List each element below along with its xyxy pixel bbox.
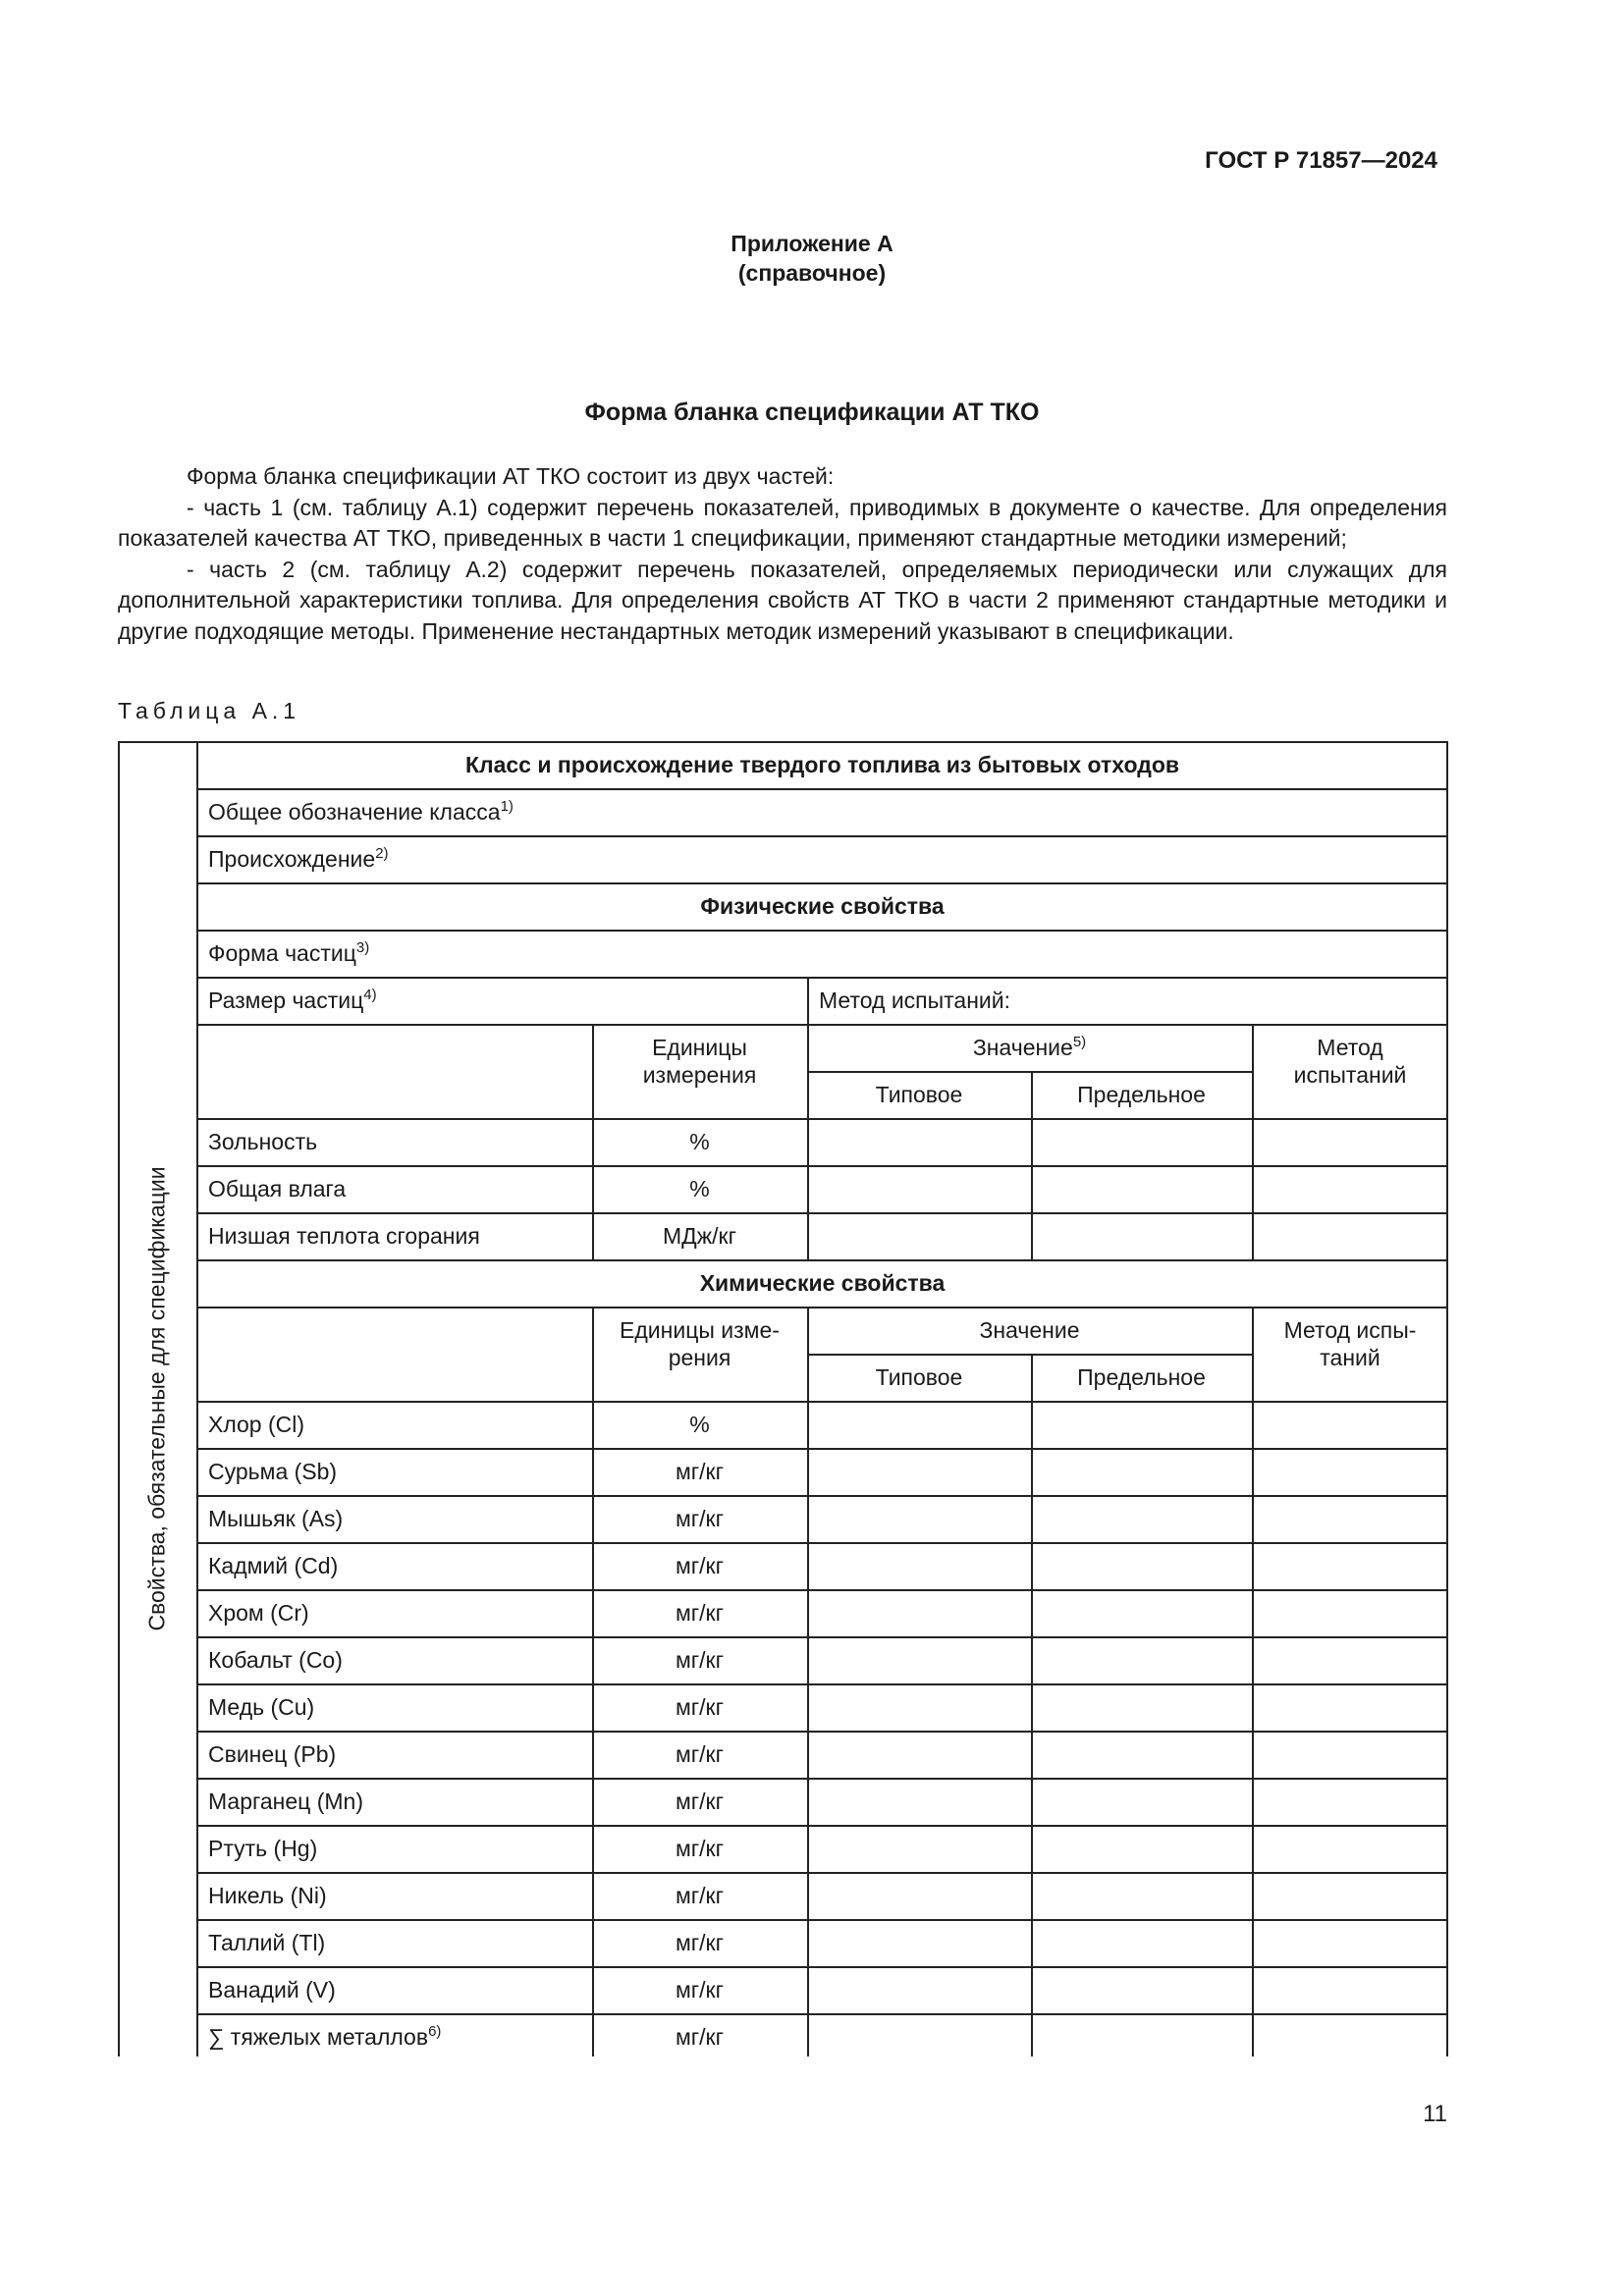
intro-text [118,461,1447,647]
chemical-row-unit [592,1683,807,1731]
chemical-row-name [198,1683,594,1731]
chem-typical-header-text [876,1363,963,1391]
class-designation-label: Общее обозначение класса [208,799,501,825]
chem-limit-header-text [1077,1363,1206,1391]
column-border [1252,1401,1254,1448]
chemical-row-unit [592,1731,807,1778]
chemical-row-unit-label: мг/кг [675,1459,725,1484]
phys-limit-header-text [1077,1081,1206,1108]
chemical-row-name-label: Хлор (Cl) [208,1412,305,1437]
chemical-row-name-label: Ванадий (V) [208,1977,336,2002]
chemical-row-name-text [208,1740,594,1768]
chemical-row-name-text [208,1458,594,1485]
intro-paragraph: Форма бланка спецификации АТ ТКО состоит из двух частей: [187,463,835,489]
chem-value-header [807,1307,1252,1354]
class-designation-text [208,798,1450,826]
test-method-label [809,977,1450,1024]
chemical-row-name-text [208,1505,594,1532]
heavy-metals-name [198,2013,594,2060]
appendix-title: Приложение А [731,231,893,256]
specification-table [118,741,1448,2056]
chemical-row-name [198,1636,594,1683]
column-border [1252,2013,1254,2056]
chemical-row-unit-label: мг/кг [675,1600,725,1626]
chemical-row-unit-text [689,1411,709,1438]
chemical-row-name-label: Таллий (Tl) [208,1930,326,1955]
column-border [1031,2013,1033,2056]
column-border [807,1401,809,1448]
physical-row-name [198,1165,594,1212]
column-border [807,1495,809,1542]
physical-row-name-text [208,1222,594,1250]
particle-shape-footnote-ref: 3) [355,939,370,956]
column-border [1031,1118,1033,1165]
chemical-row-name-label: Свинец (Pb) [208,1741,337,1767]
chemical-row-name-text [208,1835,594,1862]
table-caption: Таблица А.1 [118,698,301,723]
heavy-metals-unit [592,2013,807,2060]
physical-row-unit-label: МДж/кг [663,1223,736,1249]
column-border [1252,1636,1254,1683]
document-code: ГОСТ Р 71857—2024 [1205,147,1437,174]
chemical-row-name-label: Марганец (Mn) [208,1789,364,1814]
physical-row-name-label: Зольность [208,1129,318,1154]
column-border [807,1165,809,1212]
chemical-row-unit [592,1542,807,1589]
phys-method-header-text-1 [1317,1034,1382,1061]
chemical-row-unit-label: мг/кг [675,1694,725,1720]
chemical-row-unit [592,1919,807,1966]
column-border [1252,1589,1254,1636]
column-border [807,1636,809,1683]
chemical-row-name-label: Кадмий (Cd) [208,1553,339,1578]
heavy-metals-name-text [208,2023,594,2051]
phys-units-header-label: измерения [642,1062,757,1088]
physical-row-unit-text [663,1222,736,1250]
chem-units-header-label: Единицы изме- [620,1317,780,1343]
chemical-row-unit-text [676,1835,724,1862]
chemical-row-name [198,1919,594,1966]
phys-method-header-label: Метод [1317,1035,1383,1060]
phys-limit-header-label: Предельное [1077,1082,1206,1107]
test-method-label-text [819,987,1450,1014]
column-border [807,1966,809,2013]
chemical-row-name-label: Мышьяк (As) [208,1506,344,1531]
phys-typical-header-text [876,1081,963,1108]
phys-value-header-label: Значение [972,1035,1073,1060]
phys-method-header-label: испытаний [1293,1062,1407,1088]
chemical-row-name [198,1731,594,1778]
chemical-row-unit [592,1825,807,1872]
chemical-row-name-label: Кобальт (Co) [208,1647,343,1673]
chemical-row-name-text [208,1976,594,2003]
chem-method-header [1252,1307,1448,1381]
column-border [1252,1966,1254,2013]
physical-row-name [198,1212,594,1259]
chemical-row-name-label: Хром (Cr) [208,1600,309,1626]
column-border [1252,1778,1254,1825]
phys-typical-header [807,1071,1031,1118]
chemical-row-name-label: Сурьма (Sb) [208,1459,338,1484]
column-border [1031,1731,1033,1778]
physical-row-unit [592,1165,807,1212]
physical-row-name-text [208,1175,594,1202]
table-left-border [118,741,120,2056]
column-border [807,977,809,1024]
chemical-row-unit-label: мг/кг [675,1789,725,1814]
heavy-metals-name-footnote-ref: 6) [428,2023,442,2040]
phys-method-header [1252,1024,1448,1098]
chemical-row-name-text [208,1552,594,1579]
phys-units-header-text-2 [643,1061,757,1089]
chemical-row-unit [592,1589,807,1636]
chem-typical-header-label: Типовое [875,1364,963,1390]
chemical-row-name-label: Ртуть (Hg) [208,1836,318,1861]
origin-label: Происхождение [208,846,376,872]
chemical-row-name [198,1589,594,1636]
chemical-row-unit [592,1636,807,1683]
chemical-row-name-text [208,1693,594,1721]
chemical-row-name [198,1542,594,1589]
column-border [1252,1495,1254,1542]
chemical-row-unit [592,1778,807,1825]
chemical-row-unit-text [676,1693,724,1721]
phys-value-header-text [973,1034,1086,1061]
chemical-row-name [198,1966,594,2013]
chemical-row-unit [592,1872,807,1919]
particle-size-label: Размер частиц [208,988,364,1013]
chemical-row-unit-text [676,1552,724,1579]
heavy-metals-name-label: ∑ тяжелых металлов [208,2024,429,2050]
section-title: Форма бланка спецификации АТ ТКО [584,399,1040,426]
intro-bullet-part2: - часть 2 (см. таблицу А.2) содержит перечень показателей, определяемых периодически или служащих для дополнительной характеристики топлива. Для определения свойств АТ ТКО в части 2 применяют стандартные методики и другие подходящие методы. Применение нестандартных методик измерений указывают в спецификации. [118,556,1447,644]
chemical-row-name [198,1825,594,1872]
physical-row-unit-label: % [689,1176,710,1201]
phys-units-header-label: Единицы [652,1035,747,1060]
chemical-row-unit-label: мг/кг [675,1930,725,1955]
appendix-subtitle: (справочное) [737,260,887,286]
chemical-row-unit [592,1401,807,1448]
class-designation [198,788,1450,835]
column-border [807,1731,809,1778]
physical-row-unit [592,1118,807,1165]
physical-row-unit-text [689,1175,709,1202]
column-border [1031,1448,1033,1495]
chemical-row-unit-label: мг/кг [675,1647,725,1673]
column-border [1252,1448,1254,1495]
column-border [1031,1401,1033,1448]
column-border [1252,1212,1254,1259]
chemical-row-unit-label: мг/кг [675,1741,725,1767]
chem-method-header-label: Метод испы- [1283,1317,1417,1343]
chemical-row-name [198,1495,594,1542]
physical-row-unit-label: % [689,1129,710,1154]
class-header [196,741,1448,788]
chemical-row-unit-text [676,1929,724,1956]
chemical-row-name [198,1778,594,1825]
column-border [1031,1165,1033,1212]
chemical-row-unit-text [676,1976,724,2003]
chem-units-header-label: рения [668,1345,731,1370]
chemical-row-unit-label: мг/кг [675,1977,725,2002]
chemical-row-unit-text [676,1882,724,1909]
test-method-label-label: Метод испытаний: [819,988,1011,1013]
column-border [1031,1919,1033,1966]
heavy-metals-unit-label: мг/кг [675,2024,725,2050]
chem-typical-header [807,1354,1031,1401]
column-border [807,1872,809,1919]
chemical-row-name-label: Никель (Ni) [208,1883,327,1908]
chemical-row-unit [592,1495,807,1542]
physical-row-name-label: Общая влага [208,1176,347,1201]
column-border [1031,1778,1033,1825]
chemical-row-name-label: Медь (Cu) [208,1694,315,1720]
phys-units-header [592,1024,807,1098]
chem-units-header-text-2 [669,1344,731,1371]
appendix-heading [0,229,1624,288]
chem-method-header-text-1 [1284,1316,1417,1344]
column-border [807,1542,809,1589]
column-border [807,2013,809,2056]
chem-value-header-label: Значение [979,1317,1080,1343]
phys-units-header-text-1 [652,1034,747,1061]
phys-limit-header [1031,1071,1252,1118]
column-border [807,1778,809,1825]
chemical-row-unit-label: мг/кг [675,1836,725,1861]
class-designation-footnote-ref: 1) [500,798,514,815]
column-border [1252,1118,1254,1165]
phys-typical-header-label: Типовое [875,1082,963,1107]
column-border [1252,1919,1254,1966]
column-border [807,1118,809,1165]
chem-units-header [592,1307,807,1381]
column-border [1031,1966,1033,2013]
column-border [1252,1872,1254,1919]
physical-header-label: Физические свойства [700,893,945,919]
chem-limit-header-label: Предельное [1077,1364,1206,1390]
chemical-row-unit-text [676,1646,724,1674]
physical-header-text [700,892,944,920]
particle-size-text [208,987,809,1014]
chemical-row-unit-text [676,1788,724,1815]
physical-row-name [198,1118,594,1165]
physical-row-name-text [208,1128,594,1155]
side-label: Свойства, обязательные для спецификации [143,1166,170,1631]
column-border [807,1825,809,1872]
column-border [807,1683,809,1731]
column-border [1252,1165,1254,1212]
chemical-row-unit-text [676,1505,724,1532]
particle-size [198,977,809,1024]
chemical-row-name-text [208,1882,594,1909]
column-border [1252,1825,1254,1872]
column-border [1031,1542,1033,1589]
chemical-row-name-text [208,1788,594,1815]
chemical-row-name-text [208,1599,594,1627]
column-border [807,1919,809,1966]
chemical-row-unit-label: мг/кг [675,1883,725,1908]
column-border [1031,1825,1033,1872]
chem-method-header-text-2 [1320,1344,1380,1371]
column-border [807,1212,809,1259]
physical-row-unit-text [689,1128,709,1155]
chem-value-header-text [980,1316,1080,1344]
column-border [1252,1731,1254,1778]
chemical-row-name-text [208,1646,594,1674]
origin-text [208,845,1450,873]
chemical-row-name-text [208,1929,594,1956]
physical-row-name-label: Низшая теплота сгорания [208,1223,480,1249]
chem-units-header-text-1 [620,1316,780,1344]
column-border [1031,1495,1033,1542]
column-border [1031,1683,1033,1731]
particle-size-footnote-ref: 4) [363,987,377,1003]
chemical-row-unit-text [676,1599,724,1627]
chemical-row-unit-label: % [689,1412,710,1437]
column-border [1031,1636,1033,1683]
chemical-row-unit-text [676,1740,724,1768]
origin-footnote-ref: 2) [375,845,389,862]
column-border [1252,1683,1254,1731]
side-label-cell [118,741,196,2056]
chem-method-header-label: таний [1320,1345,1380,1370]
particle-shape [198,930,1450,977]
column-border [1252,1542,1254,1589]
column-border [807,1589,809,1636]
intro-bullet-part1: - часть 1 (см. таблицу А.1) содержит перечень показателей, приводимых в документе о качестве. Для определения показателей качества АТ ТКО, приведенных в части 1 спецификации, применяют стандартные методики измерений; [118,494,1447,551]
column-border [1031,1872,1033,1919]
physical-header [196,882,1448,930]
column-border [807,1448,809,1495]
particle-shape-text [208,939,1450,967]
physical-row-unit [592,1212,807,1259]
chemical-row-name [198,1401,594,1448]
chemical-header-text [700,1269,946,1297]
chemical-row-name [198,1872,594,1919]
chemical-row-unit-label: мг/кг [675,1553,725,1578]
chemical-row-unit-text [676,1458,724,1485]
chemical-header-label: Химические свойства [699,1270,946,1296]
chem-limit-header [1031,1354,1252,1401]
heavy-metals-unit-text [676,2023,724,2051]
chemical-row-unit-label: мг/кг [675,1506,725,1531]
chemical-row-name [198,1448,594,1495]
chemical-row-name-text [208,1411,594,1438]
phys-method-header-text-2 [1294,1061,1407,1089]
phys-value-header-footnote-ref: 5) [1072,1034,1087,1050]
chemical-row-unit [592,1448,807,1495]
page-number: 11 [1423,2101,1447,2127]
column-border [1031,1212,1033,1259]
class-header-label: Класс и происхождение твердого топлива из бытовых отходов [464,752,1180,777]
phys-value-header [807,1024,1252,1071]
chemical-row-unit [592,1966,807,2013]
chemical-header [196,1259,1448,1307]
class-header-text [465,751,1179,778]
particle-shape-label: Форма частиц [208,940,356,966]
column-border [1031,1589,1033,1636]
origin [198,835,1450,882]
